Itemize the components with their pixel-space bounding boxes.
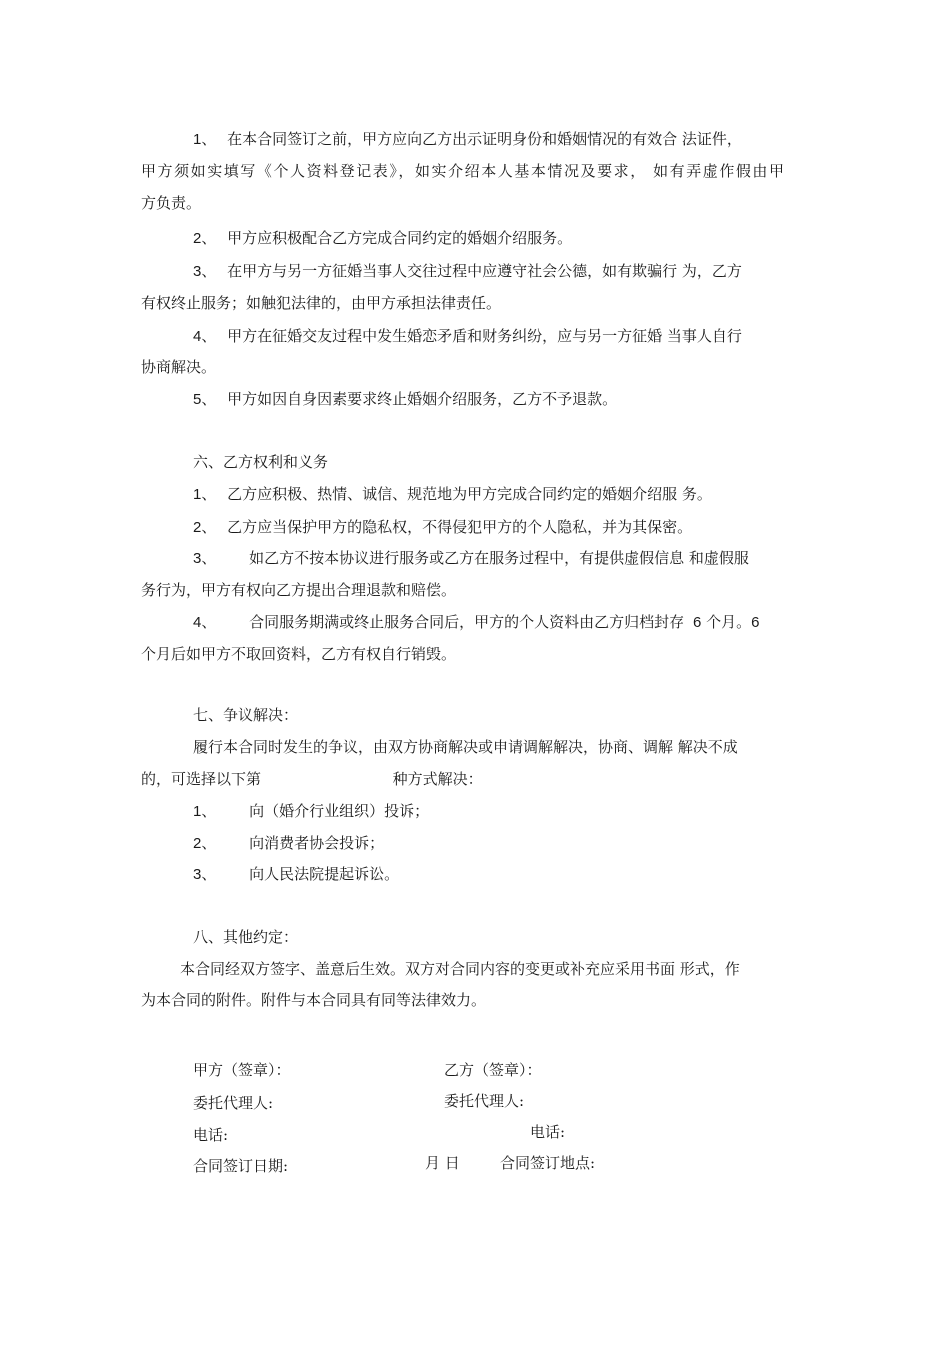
item-text: 乙方应当保护甲方的隐私权，不得侵犯甲方的个人隐私，并为其保密。: [227, 518, 693, 536]
option-separator: 、: [201, 865, 217, 883]
item-5-5-line-1: [193, 389, 617, 410]
option-text: 向（婚介行业组织）投诉；: [249, 802, 430, 820]
sign-place-label: 合同签订地点:: [500, 1154, 596, 1172]
section-seven-heading: 七、争议解决：: [193, 706, 299, 724]
item-text: 在本合同签订之前，甲方应向乙方出示证明身份和婚姻情况的有效合 法证件，: [227, 130, 742, 148]
item-5-4-line-2: 协商解决。: [141, 358, 217, 376]
dispute-option-3: [193, 864, 399, 885]
party-a-signature-label: 甲方（签章）：: [193, 1061, 291, 1079]
item-6-4-line-2: 个月后如甲方不取回资料，乙方有权自行销毁。: [141, 645, 457, 663]
item-number: 3: [193, 263, 202, 280]
item-text: 甲方应积极配合乙方完成合同约定的婚姻介绍服务。: [227, 229, 573, 247]
party-a-agent-label: 委托代理人:: [193, 1094, 274, 1112]
item-number: 4: [193, 614, 202, 631]
item-number-inline: 6: [751, 614, 760, 631]
sign-month-day: 月 日: [425, 1154, 460, 1172]
para-text-after-blank: 种方式解决：: [392, 770, 483, 788]
option-number: 1: [193, 803, 202, 820]
item-text: 乙方应积极、热情、诚信、规范地为甲方完成合同约定的婚姻介绍服 务。: [227, 485, 712, 503]
option-number: 3: [193, 866, 202, 883]
item-separator: 、: [201, 390, 217, 408]
item-text: 合同服务期满或终止服务合同后，甲方的个人资料由乙方归档封存: [249, 613, 685, 631]
item-separator: 、: [201, 485, 217, 503]
section-eight-line-2: 为本合同的附件。附件与本合同具有同等法律效力。: [141, 991, 487, 1009]
item-5-2-line-1: [193, 228, 572, 249]
option-text: 向人民法院提起诉讼。: [249, 865, 400, 883]
item-text-tail: 个月。: [706, 613, 752, 631]
item-number-inline: 6: [692, 614, 702, 631]
section-eight-heading: 八、其他约定：: [193, 928, 299, 946]
item-separator: 、: [201, 549, 217, 567]
item-number: 1: [193, 131, 202, 148]
item-6-3-line-2: 务行为，甲方有权向乙方提出合理退款和赔偿。: [141, 581, 457, 599]
item-5-3-line-2: 有权终止服务；如触犯法律的，由甲方承担法律责任。: [141, 294, 502, 312]
section-six-heading: 六、乙方权利和义务: [193, 453, 329, 471]
sign-date-label: 合同签订日期:: [193, 1157, 289, 1175]
item-separator: 、: [201, 262, 217, 280]
item-text: 如乙方不按本协议进行服务或乙方在服务过程中，有提供虚假信息 和虚假服: [249, 549, 749, 567]
item-number: 2: [193, 230, 202, 247]
item-5-4-line-1: [193, 326, 742, 347]
item-5-3-line-1: [193, 261, 742, 282]
item-6-3-line-1: [193, 548, 749, 569]
item-6-1-line-1: [193, 484, 712, 505]
item-number: 3: [193, 550, 202, 567]
section-seven-para-line-2: [141, 769, 483, 789]
item-separator: 、: [201, 613, 217, 631]
item-number: 4: [193, 328, 202, 345]
item-number: 1: [193, 486, 202, 503]
item-6-4-line-1: [193, 612, 759, 633]
item-separator: 、: [201, 327, 217, 345]
option-number: 2: [193, 835, 202, 852]
item-6-2-line-1: [193, 517, 692, 538]
party-b-signature-label: 乙方（签章）：: [444, 1061, 542, 1079]
party-b-agent-label: 委托代理人:: [444, 1092, 525, 1110]
item-text: 甲方如因自身因素要求终止婚姻介绍服务，乙方不予退款。: [227, 390, 618, 408]
item-separator: 、: [201, 130, 217, 148]
item-number: 2: [193, 519, 202, 536]
item-text: 在甲方与另一方征婚当事人交往过程中应遵守社会公德，如有欺骗行 为，乙方: [227, 262, 742, 280]
option-text: 向消费者协会投诉；: [249, 834, 385, 852]
dispute-option-2: [193, 833, 384, 854]
item-text: 甲方在征婚交友过程中发生婚恋矛盾和财务纠纷，应与另一方征婚 当事人自行: [227, 327, 742, 345]
dispute-option-1: [193, 801, 429, 822]
para-text-before-blank: 的，可选择以下第: [141, 770, 262, 788]
party-a-phone-label: 电话:: [193, 1126, 229, 1144]
item-5-1-line-2: 甲方须如实填写《个人资料登记表》，如实介绍本人基本情况及要求， 如有弄虚作假由甲: [141, 162, 784, 180]
item-number: 5: [193, 391, 202, 408]
section-eight-line-1: 本合同经双方签字、盖意后生效。双方对合同内容的变更或补充应采用书面 形式，作: [180, 960, 740, 978]
option-separator: 、: [201, 834, 217, 852]
party-b-phone-label: 电话:: [530, 1123, 566, 1141]
section-seven-para-line-1: 履行本合同时发生的争议，由双方协商解决或申请调解解决，协商、调解 解决不成: [193, 738, 738, 756]
item-5-1-line-1: [193, 129, 742, 150]
item-separator: 、: [201, 229, 217, 247]
item-separator: 、: [201, 518, 217, 536]
item-5-1-line-3: 方负责。: [141, 194, 202, 212]
option-separator: 、: [201, 802, 217, 820]
